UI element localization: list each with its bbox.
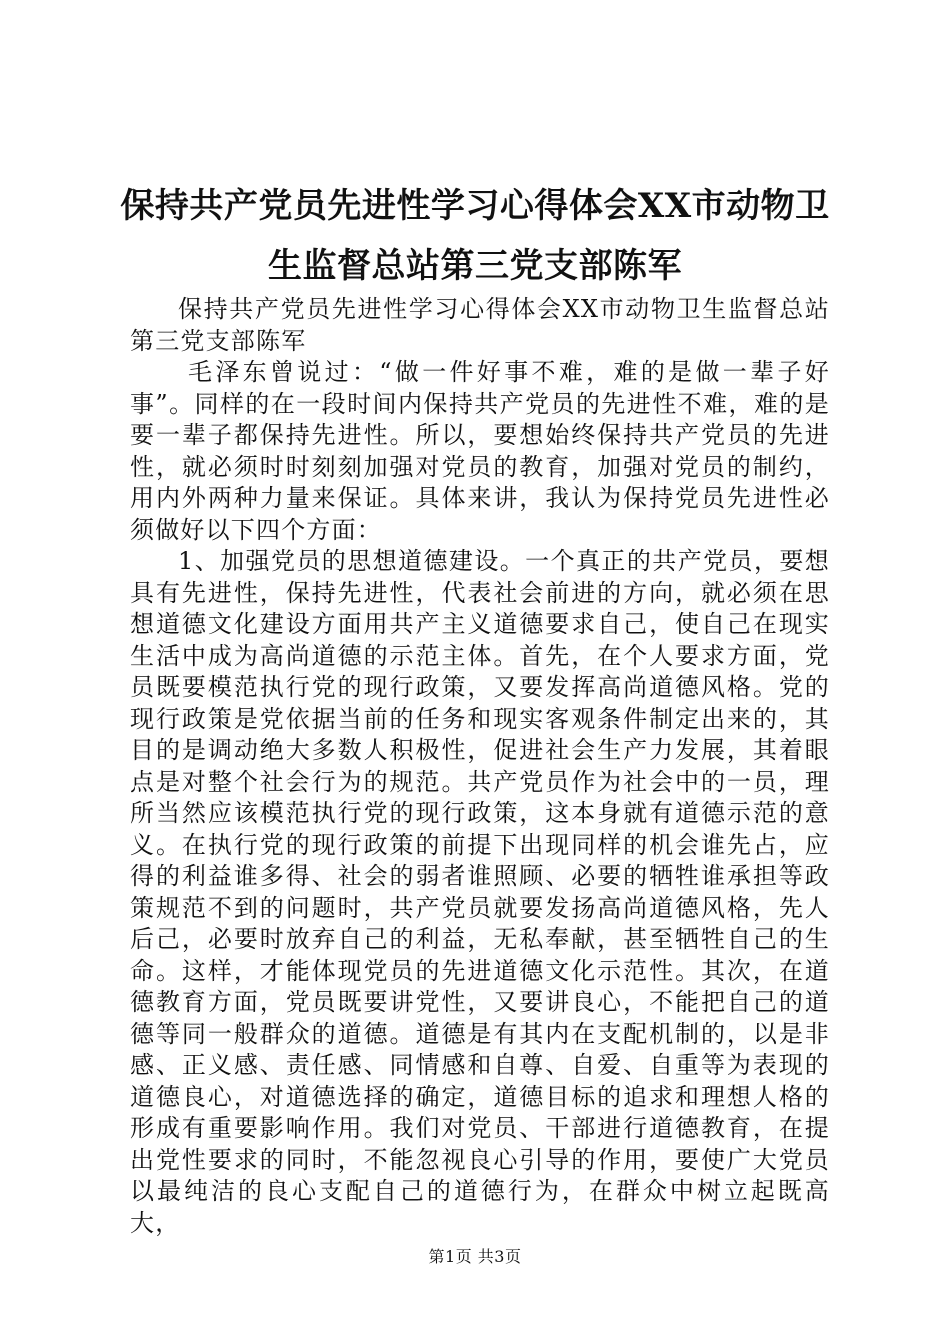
paragraph-intro: 毛泽东曾说过：“做一件好事不难，难的是做一辈子好事”。同样的在一段时间内保持共产党员的先进性不难，难的是要一辈子都保持先进性。所以，要想始终保持共产党员的先进性，就必须时时刻刻加强对党员的教育，加强对党员的制约，用内外两种力量来保证。具体来讲，我认为保持党员先进性必须做好以下四个方面： xyxy=(130,358,830,544)
page-number-footer: 第1页 共3页 xyxy=(428,1247,522,1266)
document-title: 保持共产党员先进性学习心得体会XX市动物卫生监督总站第三党支部陈军 xyxy=(120,186,830,286)
document-body xyxy=(130,294,830,1239)
paragraph-heading-repeat: 保持共产党员先进性学习心得体会XX市动物卫生监督总站第三党支部陈军 xyxy=(130,295,830,355)
paragraph-point-1: 1、加强党员的思想道德建设。一个真正的共产党员，要想具有先进性，保持先进性，代表社会前进的方向，就必须在思想道德文化建设方面用共产主义道德要求自己，使自己在现实生活中成为高尚道德的示范主体。首先，在个人要求方面，党员既要模范执行党的现行政策，又要发挥高尚道德风格。党的现行政策是党依据当前的任务和现实客观条件制定出来的，其目的是调动绝大多数人积极性，促进社会生产力发展，其着眼点是对整个社会行为的规范。共产党员作为社会中的一员，理所当然应该模范执行党的现行政策，这本身就有道德示范的意义。在执行党的现行政策的前提下出现同样的机会谁先占，应得的利益谁多得、社会的弱者谁照顾、必要的牺牲谁承担等政策规范不到的问题时，共产党员就要发扬高尚道德风格，先人后己，必要时放弃自己的利益，无私奉献，甚至牺牲自己的生命。这样，才能体现党员的先进道德文化示范性。其次，在道德教育方面，党员既要讲党性，又要讲良心，不能把自己的道德等同一般群众的道德。道德是有其内在支配机制的，以是非感、正义感、责任感、同情感和自尊、自爱、自重等为表现的道德良心，对道德选择的确定，道德目标的追求和理想人格的形成有重要影响作用。我们对党员、干部进行道德教育，在提出党性要求的同时，不能忽视良心引导的作用，要使广大党员以最纯洁的良心支配自己的道德行为，在群众中树立起既高大， xyxy=(130,547,830,1237)
